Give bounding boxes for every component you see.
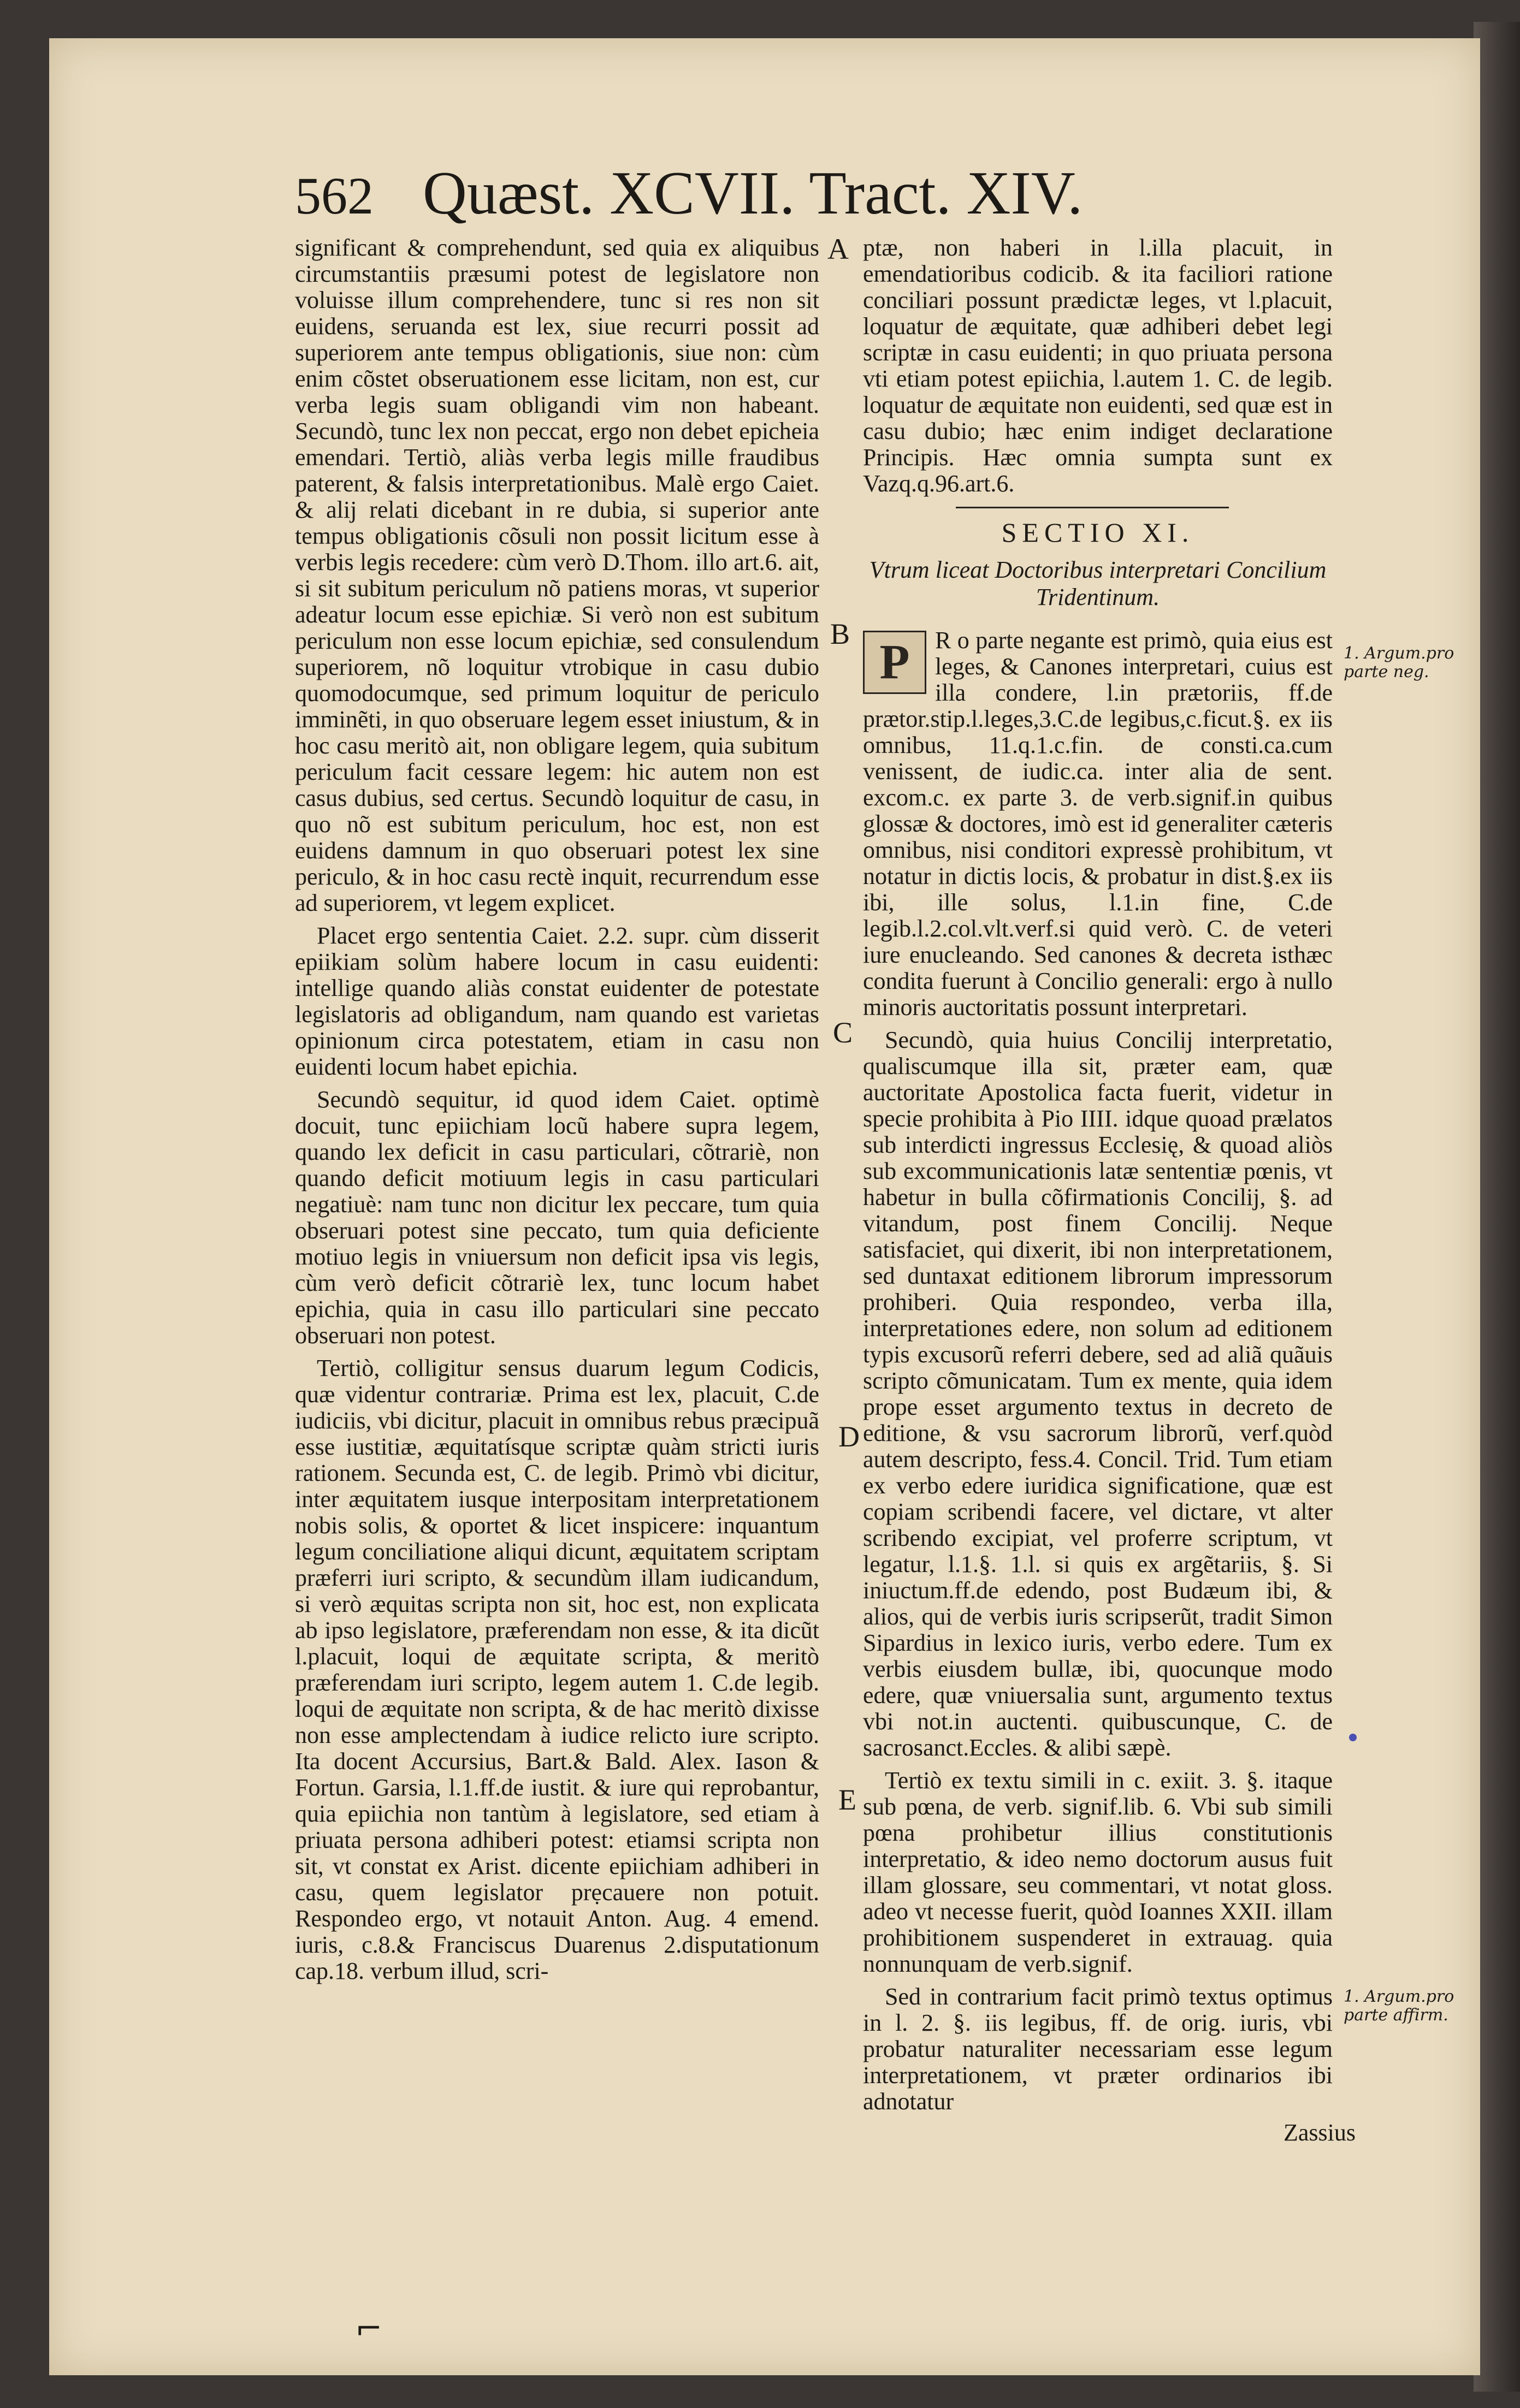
left-paragraph-4: Tertiò, colligitur sensus duarum legum Codicis, quæ videntur contrariæ. Prima est lex, placuit, C.de iudiciis, vbi dicitur, placuit in omnibus rebus præcipuã esse iustitiæ, æquitatísque scriptæ quàm stricti iuris rationem. Secunda est, C. de legib. Primò vbi dicitur, inter æquitatem iusque interpositam interpretationem nobis solis, & oportet & licet inspicere: inquantum legum conciliatione aliqui dicunt, æquitatem scriptam præferri iuri scripto, & secundùm illam iudicandum, si verò æquitas scripta non sit, hoc est, non explicata ab ipso legislatore, præferendam non esse, & ita dicũt l.placuit, loqui de æquitate scripta, & meritò præferendam iuri scripto, legem autem 1. C.de legib. loqui de æquitate non scripta, & de hac meritò dixisse non esse amplectendam à iudice relicto iure scripto. Ita docent Accursius, Bart.& Bald. Alex. Iason & Fortun. Garsia, l.1.ff.de iustit. & iure qui reprobantur, quia epiichia non tantùm à legislatore, sed etiam à priuata persona adhiberi potest: etiamsi scripta non sit, vt constat ex Arist. dicente epiichiam adhiberi in casu, quem legislator prẹcauere non potuit. Respondeo ergo, vt notauit Anton. Aug. 4 emend. iuris, c.8.& Franciscus Duarenus 2.disputationum cap.18. verbum illud, scri- [295, 1355, 819, 1984]
margin-letter-d: D [838, 1420, 860, 1453]
right-paragraph-3: Tertiò ex textu simili in c. exiit. 3. §. itaque sub pœna, de verb. signif.lib. 6. Vbi sub simili pœna prohibetur illius constitutionis interpretatio, & ideo nemo doctorum ausus fuit illam glossare, seu commentari, vt notat gloss. adeo vt necesse fuerit, quòd Ioannes XXII. illam prohibitionem suspenderet in extrauag. quia nonnunquam de verb.signif. [863, 1767, 1333, 1977]
section-rule [956, 507, 1229, 508]
right-paragraph-2: Secundò, quia huius Concilij interpretatio, qualiscumque illa sit, præter eam, quæ auctoritate Apostolica facta fuerit, videtur in specie prohibita à Pio IIII. idque quoad prælatos sub interdicti ingressus Ecclesię, & quoad aliòs sub excommunicationis latæ sententiæ pœnis, vt habetur in bulla cõfirmationis Concilij, §. ad vitandum, post finem Concilij. Neque satisfaciet, qui dixerit, ibi non interpretationem, sed duntaxat editionem librorum impressorum prohiberi. Quia respondeo, verba illa, interpretationes edere, non solum ad editionem typis excusorũ referri debere, sed ad aliã quãuis scripto cõmunicatam. Tum ex mente, quia idem prope esset argumento textus in decreto de editione, & vsu sacrorum librorũ, verf.quòd autem descripto, fess.4. Concil. Trid. Tum etiam ex verbo edere iuridica significatione, quæ est copiam scribendi facere, vel dictare, vt alter scribendo excipiat, vel proferre scriptum, vt legatur, l.1.§. 1.l. si quis ex argẽtariis, §. Si iniuctum.ff.de edendo, post Budæum ibi, & alios, qui de verbis iuris scripserũt, tradit Simon Sipardius in lexico iuris, verbo edere. Tum ex verbis eiusdem bullæ, ibi, quocunque modo edere, quæ vniuersalia sunt, argumento textus vbi not.in auctenti. quibuscunque, C. de sacrosanct.Eccles. & alibi sæpè. [863, 1027, 1333, 1761]
right-top-paragraph: ptæ, non haberi in l.illa placuit, in emendatioribus codicib. & ita faciliori ratione conciliari possunt prædictæ leges, vt l.placuit, loquatur de æquitate, quæ adhiberi debet legi scriptæ in casu euidenti; in quo priuata persona vti etiam potest epiichia, l.autem 1. C. de legib. loquatur de æquitate non euidenti, sed quæ est in casu dubio; hæc enim indiget declaratione Principis. Hæc omnia sumpta sunt ex Vazq.q.96.art.6. [863, 234, 1333, 497]
margin-letter-e: E [838, 1783, 856, 1816]
right-column [863, 235, 1333, 2121]
book-spine [1474, 22, 1520, 2392]
page-header [295, 158, 1083, 229]
left-paragraph-2: Placet ergo sententia Caiet. 2.2. supr. cùm disserit epiikiam solùm habere locum in casu euidenti: intellige quando aliàs constat euidenter de potestate legislatoris ad obligandum, nam quando est varietas opinionum circa potestatem, etiam in casu non euidenti locum habet epichia. [295, 922, 819, 1080]
side-note-1: 1. Argum.pro parte neg. [1344, 644, 1454, 681]
section-subtitle: Vtrum liceat Doctoribus interpretari Concilium Tridentinum. [869, 556, 1327, 610]
margin-letter-c: C [833, 1016, 853, 1049]
side-note-2: 1. Argum.pro parte affirm. [1344, 1987, 1454, 2025]
running-head: Quæst. XCVII. Tract. XIV. [423, 159, 1083, 227]
catchword: Zassius [1284, 2119, 1356, 2146]
margin-letter-b: B [830, 618, 850, 650]
right-paragraph-4: Sed in contrarium facit primò textus optimus in l. 2. §. iis legibus, ff. de orig. iuris, vbi probatur naturaliter necessariam esse legum interpretationem, vt præter ordinarios ibi adnotatur [863, 1983, 1333, 2115]
section-title: SECTIO XI. [1001, 517, 1194, 548]
folio-number: 562 [295, 167, 374, 225]
right-paragraph-1 [863, 627, 1333, 1021]
blue-dot-mark [1349, 1734, 1357, 1741]
margin-letter-a: A [827, 233, 849, 265]
dropcap-initial: P [863, 631, 926, 694]
left-paragraph-3: Secundò sequitur, id quod idem Caiet. optimè docuit, tunc epiichiam locũ habere supra legem, quando lex deficit in casu particulari, cõtrariè, non quando deficit motiuum legis in casu particulari negatiuè: nam tunc non dicitur lex peccare, tum quia obseruari potest sine peccato, tum quia deficiente motiuo legis in vniuersum non deficit ipsa vis legis, cùm verò deficit cõtrariè lex, tunc locum habet epichia, quia in casu illo particulari sine peccato obseruari non potest. [295, 1086, 819, 1349]
left-paragraph-1: significant & comprehendunt, sed quia ex aliquibus circumstantiis præsumi potest de legislatore non voluisse illum comprehendere, tunc si res non sit euidens, seruanda est lex, siue recurri possit ad superiorem ante tempus obligationis, siue non: cùm enim cõstet obseruationem esse licitam, non est, cur verba legis suam obligandi vim non habeant. Secundò, tunc lex non peccat, ergo non debet epicheia emendari. Tertiò, aliàs verba legis mille fraudibus paterent, & falsis interpretationibus. Malè ergo Caiet. & alij relati dicebant in re dubia, si superior ante tempus obligationis cõsuli non possit licitum esse à verbis legis recedere: cùm verò D.Thom. illo art.6. ait, si sit subitum periculum nõ patiens moras, vt superior adeatur locum esse epichiæ. Si verò non est subitum periculum non esse locum epichiæ, sed consulendum superiorem, nõ loquitur vtrobique in casu dubio quomodocumque, sed primum loquitur de periculo imminẽti, in quo obseruare legem esset iniustum, & in hoc casu meritò ait, non obligare legem, quia subitum periculum facit cessare legem: hic autem non est casus dubius, sed certus. Secundò loquitur de casu, in quo nõ est subitum periculum, hoc est, non est euidens damnum in quo obseruari potest lex sine periculo, & in hoc casu rectè inquit, recurrendum esse ad superiorem, vt legem explicet. [295, 234, 819, 916]
left-column [295, 235, 819, 1991]
right-paragraph-1-text: R o parte negante est primò, quia eius est leges, & Canones interpretari, cuius est illa condere, l.in prætoriis, ff.de prætor.stip.l.leges,3.C.de legibus,c.ficut.§. ex iis omnibus, 11.q.1.c.fin. de consti.ca.cum venissent, de iudic.ca. inter alia de sent. excom.c. ex parte 3. de verb.signif.in quibus glossæ & doctores, imò est id generaliter cæteris omnibus, nisi conditori expressè prohibitum, vt notatur in dictis locis, & probatur in dist.§.ex iis ibi, ille solus, l.1.in fine, C.de legib.l.2.col.vlt.verf.si quid verò. C. de veteri iure enucleando. Sed canones & decreta isthæc condita fuerunt à Concilio generali: ergo à nullo minoris auctoritatis possunt interpretari. [863, 627, 1333, 1021]
ink-mark: ⌐ [355, 2310, 383, 2348]
